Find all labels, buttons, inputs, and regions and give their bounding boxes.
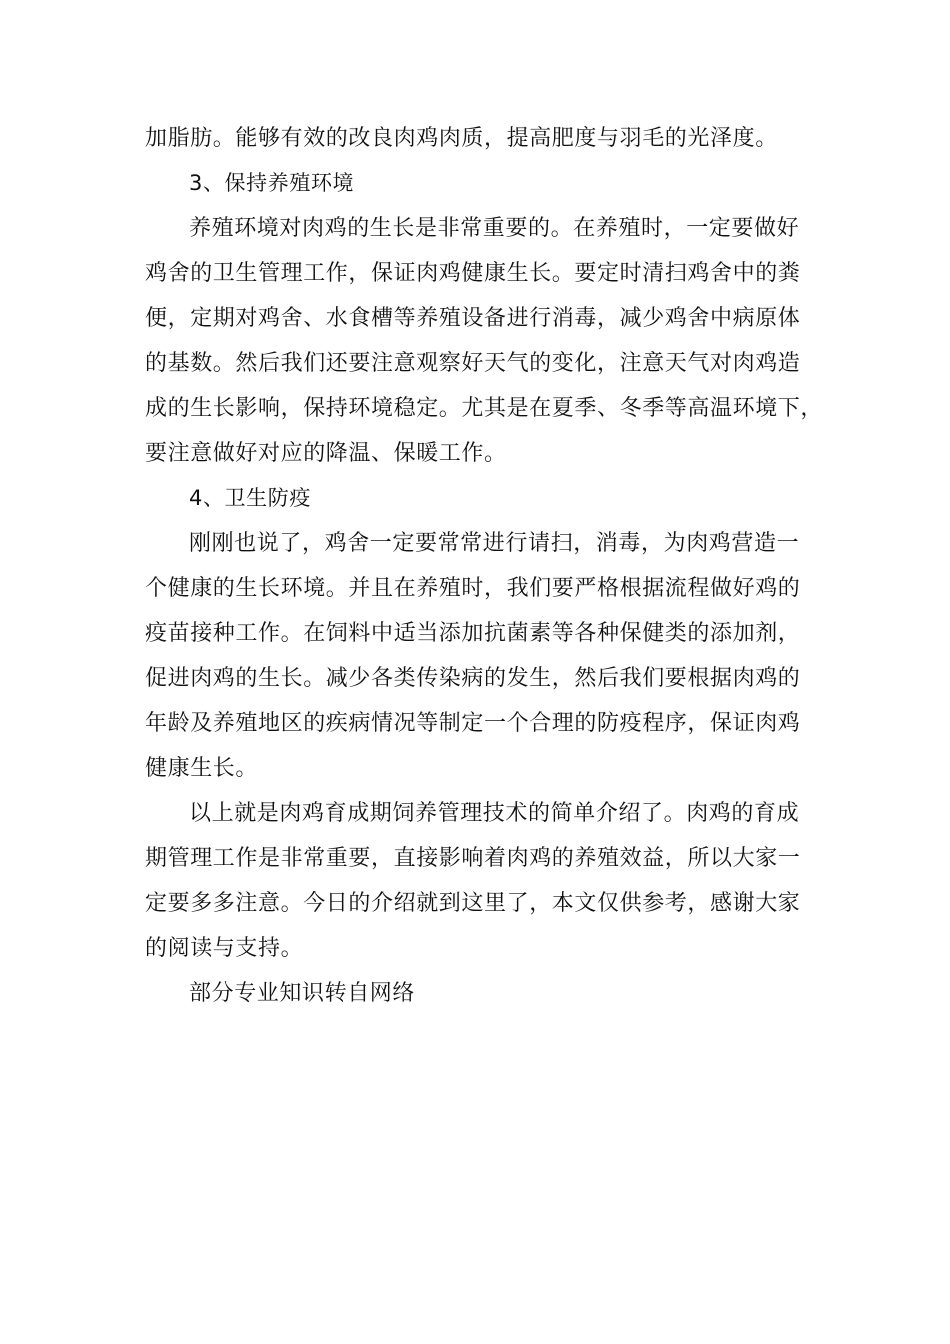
section-heading-3: 3、保持养殖环境 [189, 171, 355, 195]
paragraph-continuation [145, 116, 815, 161]
paragraph-line: 年龄及养殖地区的疾病情况等制定一个合理的防疫程序，保证肉鸡 [145, 711, 801, 736]
paragraph-line: 促进肉鸡的生长。减少各类传染病的发生，然后我们要根据肉鸡的 [145, 666, 801, 691]
paragraph-line: 鸡舍的卫生管理工作，保证肉鸡健康生长。要定时清扫鸡舍中的粪 [145, 261, 801, 286]
paragraph-line: 健康生长。 [145, 756, 259, 781]
paragraph-line: 养殖环境对肉鸡的生长是非常重要的。在养殖时，一定要做好 [189, 216, 800, 241]
paragraph-line: 的阅读与支持。 [145, 936, 304, 961]
paragraph-line: 便，定期对鸡舍、水食槽等养殖设备进行消毒，减少鸡舍中病原体 [145, 306, 801, 331]
paragraph-line: 成的生长影响，保持环境稳定。尤其是在夏季、冬季等高温环境下， [145, 396, 824, 421]
paragraph-line: 期管理工作是非常重要，直接影响着肉鸡的养殖效益，所以大家一 [145, 846, 801, 871]
source-note: 部分专业知识转自网络 [189, 981, 416, 1006]
document-body [145, 116, 824, 1016]
paragraph-conclusion [145, 791, 815, 971]
paragraph-environment [145, 206, 824, 476]
paragraph-line: 疫苗接种工作。在饲料中适当添加抗菌素等各种保健类的添加剂， [145, 621, 801, 646]
paragraph-line: 以上就是肉鸡育成期饲养管理技术的简单介绍了。肉鸡的育成 [189, 801, 800, 826]
paragraph-epidemic-prevention [145, 521, 815, 791]
paragraph-line: 要注意做好对应的降温、保暖工作。 [145, 441, 507, 466]
paragraph-line: 加脂肪。能够有效的改良肉鸡肉质，提高肥度与羽毛的光泽度。 [145, 126, 778, 151]
paragraph-line: 个健康的生长环境。并且在养殖时，我们要严格根据流程做好鸡的 [145, 576, 801, 601]
paragraph-line: 定要多多注意。今日的介绍就到这里了，本文仅供参考，感谢大家 [145, 891, 801, 916]
paragraph-line: 的基数。然后我们还要注意观察好天气的变化，注意天气对肉鸡造 [145, 351, 801, 376]
paragraph-line: 刚刚也说了，鸡舍一定要常常进行请扫，消毒，为肉鸡营造一 [189, 531, 800, 556]
section-heading-4: 4、卫生防疫 [189, 486, 311, 510]
